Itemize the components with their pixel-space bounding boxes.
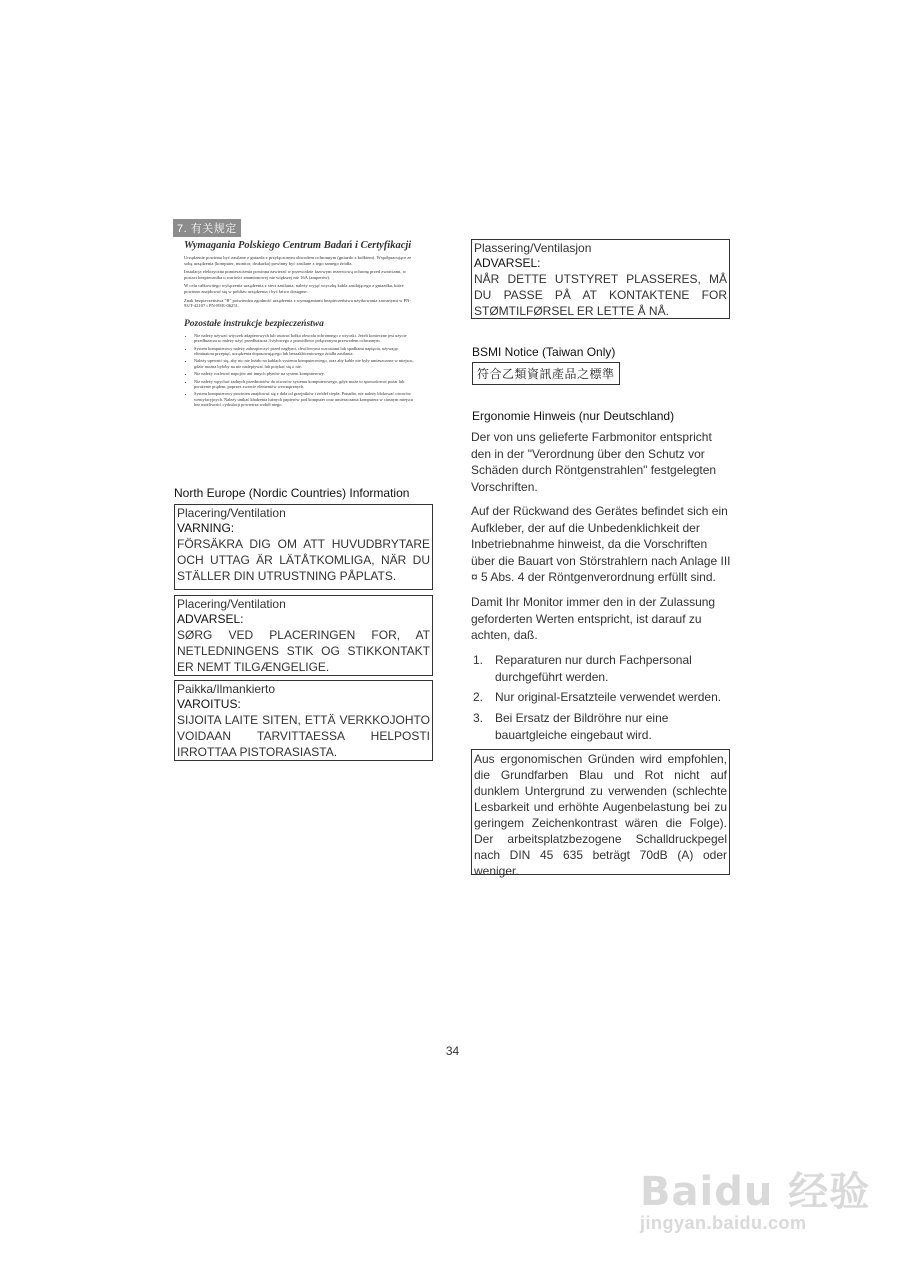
list-number: 2. [473, 690, 484, 704]
box-label: Plassering/Ventilasjon [474, 241, 592, 255]
section-tag: 7. 有关规定 [173, 219, 241, 237]
ergonomie-heading: Ergonomie Hinweis (nur Deutschland) [472, 409, 675, 423]
box-body: Aus ergonomischen Gründen wird empfohlen, die Grundfarben Blau und Rot nicht auf dunklem Untergrund zu verwenden (schlechte Lesbarkeit und erhöhte Augenbelastung bei zu geringem Zeichenkontrast wären die Folge). Der arbeitsplatzbezogene Schalldruckpegel nach DIN 45 635 beträgt 70dB (A) oder weniger. [474, 752, 727, 878]
polish-bullet: • System komputerowy należy zabezpieczyć przed nagłymi, chwilowymi wzrostami lub spadkami napięcia, używając eliminatora przepięć, urządzenia dopasowującego lub bezzakłóceniowego źródła zasilania. [194, 346, 419, 357]
polish-bullet: • Należy upewnić się, aby nic nie leżało na kablach systemu komputerowego, oraz aby kable nie były umieszczone w miejscu, gdzie można byłoby na nie nadeptywać lub potykać się o nie. [194, 358, 419, 369]
box-label: Placering/Ventilation [177, 597, 286, 611]
box-label: Paikka/Ilmankierto [177, 682, 276, 696]
box-body: SIJOITA LAITE SITEN, ETTÄ VERKKOJOHTO VOIDAAN TARVITTAESSA HELPOSTI IRROTTAA PISTORASIASTA. [177, 713, 430, 759]
box-label: Placering/Ventilation [177, 506, 286, 520]
polish-bullet: • Nie należy rozlewać napojów ani innych płynów na system komputerowy. [194, 371, 419, 376]
watermark-url: jingyan.baidu.com [640, 1213, 807, 1233]
page-number: 34 [445, 1044, 460, 1058]
polish-certification-notice [184, 240, 419, 410]
bsmi-heading: BSMI Notice (Taiwan Only) [472, 345, 616, 359]
polish-paragraph: Znak bezpieczeństwa "B" potwierdza zgodność urządzenia z wymaganiami bezpieczeństwa użytkowania zawartymi w PN-93/T-42107 i PN-89/E-06251. [184, 297, 411, 309]
polish-paragraph: Instalacja elektryczna pomieszczenia powinna zawierać w przewodzie fazowym rezerwową ochronę przed zwarciami, w postaci bezpiecznika o wartości znamionowej nie większej niż 16A (amperów). [184, 269, 407, 280]
polish-bullet: • Nie należy używać wtyczek adapterowych lub usuwać kołka obwodu ochronnego z wtyczki. Jeżeli konieczne jest użycie przedłużacza to należy użyć przedłużacza 3-żyłowego z prawidłowo połączonym przewodem ochronnym. [194, 333, 419, 344]
ergonomie-list-item [473, 710, 735, 744]
polish-bullet: • System komputerowy powinien znajdować się z dala od grzejników i źródeł ciepła. Ponadto, nie należy blokować otworów wentylacyjnych. Należy unikać kładzenia luźnych papierów pod komputer oraz umieszczania komputera w ciasnym miejscu bez możliwości cyrkulacji powietrza wokół niego. [194, 391, 419, 407]
box-body: NÅR DETTE UTSTYRET PLASSERES, MÅ DU PASSE PÅ AT KONTAKTENE FOR STØMTILFØRSEL ER LETTE Å NÅ. [474, 272, 727, 318]
ergonomie-list-item [473, 652, 735, 686]
list-text: Nur original-Ersatzteile verwendet werden. [495, 690, 722, 704]
box-warning: ADVARSEL: [474, 256, 541, 270]
ergonomie-recommendation-box [471, 749, 730, 878]
baidu-logo: Baidu 经验 [640, 1169, 871, 1215]
list-text: Reparaturen nur durch Fachpersonal durchgeführt werden. [495, 653, 692, 684]
list-number: 3. [473, 711, 484, 725]
danish-warning-box [174, 595, 433, 676]
polish-bullet-list [184, 333, 419, 408]
ergonomie-paragraph: Damit Ihr Monitor immer den in der Zulassung geforderten Werten entspricht, ist darauf zu achten, daß. [471, 595, 716, 642]
polish-paragraph: Urządzenie powinno być zasilane z gniazda z przyłączonym obwodem ochronnym (gniazdo z kołkiem). Współpracujące ze sobą urządzenia (komputer, monitor, drukarka) powinny być zasilane z tego samego źródła. [184, 255, 412, 266]
nordic-heading: North Europe (Nordic Countries) Information [174, 486, 410, 500]
list-text: Bei Ersatz der Bildröhre nur eine bauartgleiche eingebaut wird. [495, 711, 669, 742]
bsmi-stamp: 符合乙類資訊產品之標準 [472, 362, 620, 385]
norwegian-warning-box [471, 239, 730, 319]
box-warning: ADVARSEL: [177, 612, 244, 626]
list-number: 1. [473, 653, 484, 667]
swedish-warning-box [174, 504, 433, 590]
polish-subtitle: Pozostałe instrukcje bezpieczeństwa [184, 318, 324, 329]
box-body: SØRG VED PLACERINGEN FOR, AT NETLEDNINGENS STIK OG STIKKONTAKT ER NEMT TILGÆNGELIGE. [177, 628, 430, 674]
box-body: FÖRSÄKRA DIG OM ATT HUVUDBRYTARE OCH UTTAG ÄR LÄTÅTKOMLIGA, NÄR DU STÄLLER DIN UTRUSTNING PÅPLATS. [177, 537, 430, 583]
ergonomie-list-item [473, 689, 735, 707]
finnish-warning-box [174, 680, 433, 761]
polish-title: Wymagania Polskiego Centrum Badań i Certyfikacji [184, 240, 412, 251]
box-warning: VAROITUS: [177, 697, 241, 711]
ergonomie-paragraph: Der von uns gelieferte Farbmonitor entspricht den in der "Verordnung über den Schutz vor Schäden durch Röntgenstrahlen" festgelegten Vorschriften. [471, 430, 717, 494]
box-warning: VARNING: [177, 521, 235, 535]
polish-bullet: • Nie należy wpychać żadnych przedmiotów do otworów systemu komputerowego, gdyż może to spowodować pożar lub porażenie prądem, poprzez zwarcie elementów wewnętrznych. [194, 379, 419, 390]
baidu-watermark [640, 1160, 870, 1234]
ergonomie-paragraph: Auf der Rückwand des Gerätes befindet sich ein Aufkleber, der auf die Unbedenklichkeit der Inbetriebnahme hinweist, da die Vorschriften über die Bauart von Störstrahlern nach Anlage III ¤ 5 Abs. 4 der Röntgenverordnung erfüllt sind. [471, 504, 731, 584]
polish-paragraph: W celu całkowitego wyłączenia urządzenia z sieci zasilania, należy wyjąć wtyczkę kabla zasilającego z gniazdka, które powinno znajdować się w pobliżu urządzenia i być łatwo dostępne. [184, 283, 404, 294]
